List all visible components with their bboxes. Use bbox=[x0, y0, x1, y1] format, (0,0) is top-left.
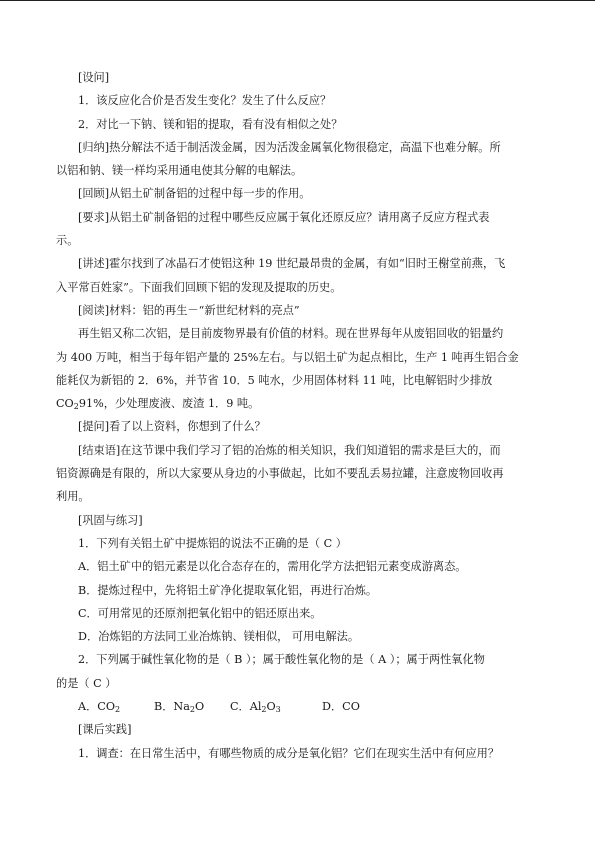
document-page bbox=[56, 66, 538, 765]
requirement-line-1: [要求]从铝土矿制备铝的过程中哪些反应属于氧化还原反应？请用离子反应方程式表 bbox=[78, 210, 490, 224]
option-d: D．CO bbox=[322, 700, 360, 714]
option-a bbox=[78, 695, 154, 718]
option-c-text: C．Al bbox=[230, 700, 262, 714]
closing-line-3: 利用。 bbox=[56, 490, 90, 504]
question-2: 2．对比一下钠、镁和铝的提取，看有没有相似之处？ bbox=[78, 117, 343, 131]
question-1: 1．该反应化合价是否发生变化？发生了什么反应？ bbox=[78, 94, 332, 108]
option-c bbox=[230, 695, 322, 718]
reading-para-line-4 bbox=[56, 392, 538, 415]
exercise-1-option-c: C．可用常见的还原剂把氧化铝中的铝还原出来。 bbox=[78, 606, 322, 620]
exercise-2-line-2: 的是（ C ） bbox=[56, 676, 117, 690]
exercise-1-option-a: A．铝土矿中的铝元素是以化合态存在的，需用化学方法把铝元素变成游离态。 bbox=[78, 560, 467, 574]
reading-para-line-2: 为 400 万吨，相当于每年铝产量的 25%左右。与以铝土矿为起点相比，生产 1 吨再生铝合金 bbox=[56, 350, 519, 364]
review-line: [回顾]从铝土矿制备铝的过程中每一步的作用。 bbox=[78, 187, 311, 201]
reading-heading: [阅读]材料：铝的再生－“新世纪材料的亮点” bbox=[78, 303, 300, 317]
summary-line-2: 以铝和钠、镁一样均采用通电使其分解的电解法。 bbox=[56, 164, 303, 178]
reading-para-line-3: 能耗仅为新铝的 2．6%，并节省 10．5 吨水，少用固体材料 11 吨，比电解铝时少排放 bbox=[56, 373, 493, 387]
exercise-1: 1．下列有关铝土矿中提炼铝的说法不正确的是（ C ） bbox=[78, 536, 347, 550]
section-heading-sheting: [设问] bbox=[78, 71, 110, 84]
practice-heading: [巩固与练习] bbox=[78, 513, 143, 527]
option-c-subscript-2: 3 bbox=[275, 705, 281, 715]
co2-text: CO bbox=[56, 397, 74, 411]
closing-line-1: [结束语]在这节课中我们学习了铝的冶炼的相关知识，我们知道铝的需求是巨大的，而 bbox=[78, 443, 501, 457]
option-a-text: A．CO bbox=[78, 700, 115, 714]
question-prompt: [提问]看了以上资料，你想到了什么？ bbox=[78, 420, 266, 434]
summary-line-1: [归纳]热分解法不适于制活泼金属，因为活泼金属氧化物很稳定，高温下也难分解。所 bbox=[78, 140, 501, 154]
co2-subscript: 2 bbox=[73, 402, 79, 412]
option-b-text: B．Na bbox=[154, 700, 190, 714]
page-top-rule bbox=[0, 0, 595, 1]
option-b-subscript: 2 bbox=[189, 705, 195, 715]
narration-line-2: 入平常百姓家”。下面我们回顾下铝的发现及提取的历史。 bbox=[56, 280, 342, 294]
exercise-2-options bbox=[56, 695, 538, 718]
narration-line-1: [讲述]霍尔找到了冰晶石才使铝这种 19 世纪最昂贵的金属，有如“旧时王榭堂前燕，飞 bbox=[78, 257, 506, 271]
after-class-heading: [课后实践] bbox=[78, 723, 132, 737]
option-b bbox=[154, 695, 230, 718]
requirement-line-2: 示。 bbox=[56, 234, 79, 248]
exercise-1-option-b: B．提炼过程中，先将铝土矿净化提取氧化铝，再进行冶炼。 bbox=[78, 583, 378, 597]
closing-line-2: 铝资源确是有限的，所以大家要从身边的小事做起，比如不要乱丢易拉罐，注意废物回收再 bbox=[56, 467, 504, 481]
option-b-text-end: O bbox=[194, 700, 205, 714]
option-a-subscript: 2 bbox=[115, 705, 121, 715]
reading-para-line-4-rest: 91%，少处理废液、废渣 1．9 吨。 bbox=[78, 397, 260, 411]
option-c-text-mid: O bbox=[266, 700, 276, 714]
exercise-1-option-d: D．冶炼铝的方法同工业冶炼钠、镁相似， 可用电解法。 bbox=[78, 630, 360, 644]
exercise-2-line-1: 2．下列属于碱性氧化物的是（ B ）；属于酸性氧化物的是（ A ）；属于两性氧化物 bbox=[78, 653, 485, 667]
reading-para-line-1: 再生铝又称二次铝，是目前废物界最有价值的材料。现在世界每年从废铝回收的铝量约 bbox=[78, 327, 504, 341]
practice-item-1: 1．调查：在日常生活中，有哪些物质的成分是氧化铝？它们在现实生活中有何应用？ bbox=[78, 746, 500, 760]
option-c-subscript-1: 2 bbox=[261, 705, 267, 715]
